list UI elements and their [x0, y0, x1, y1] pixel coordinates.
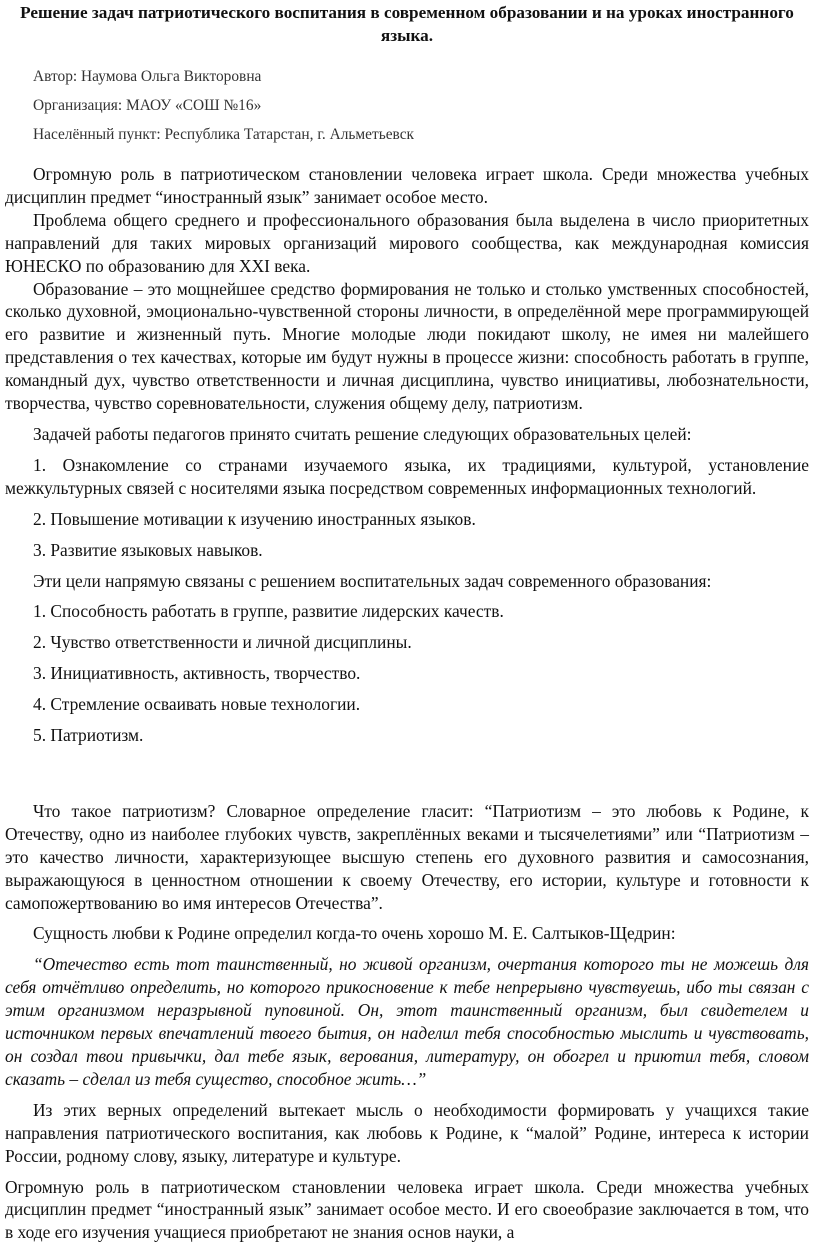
paragraph: Задачей работы педагогов принято считать решение следующих образовательных целей:	[33, 423, 692, 444]
list-item: 1. Способность работать в группе, развитие лидерских качеств.	[33, 601, 504, 622]
paragraph: Сущность любви к Родине определил когда-то очень хорошо М. Е. Салтыков-Щедрин:	[33, 923, 676, 944]
list-item: 3. Развитие языковых навыков.	[33, 539, 263, 560]
paragraph: Огромную роль в патриотическом становлении человека играет школа. Среди множества учебных дисциплин предмет “иностранный язык” занимает особое место.	[5, 164, 809, 207]
organization-line: Организация: МАОУ «СОШ №16»	[33, 97, 262, 114]
document-page	[0, 2, 816, 1243]
paragraph: Образование – это мощнейшее средство формирования не только и столько умственных способностей, сколько духовной, эмоционально-чувственной стороны личности, в определённой мере программирующей его развитие и жизненный путь. Многие молодые люди покидают школу, не имея ни малейшего представления о тех качествах, которые им будут нужны в процессе жизни: способность работать в группе, командный дух, чувство ответственности и личная дисциплина, чувство инициативы, любознательности, творчества, чувство соревновательности, служения общему делу, патриотизм.	[5, 278, 809, 414]
paragraph: Из этих верных определений вытекает мысль о необходимости формировать у учащихся такие направления патриотического воспитания, как любовь к Родине, к “малой” Родине, интереса к истории России, родному слову, языку, литературе и культуре.	[5, 1099, 809, 1166]
list-item: 2. Повышение мотивации к изучению иностранных языков.	[33, 508, 476, 529]
list-item: 4. Стремление осваивать новые технологии.	[33, 694, 361, 715]
list-item: 1. Ознакомление со странами изучаемого языка, их традициями, культурой, установление межкультурных связей с носителями языка посредством современных информационных технологий.	[5, 454, 809, 498]
paragraph: Огромную роль в патриотическом становлении человека играет школа. Среди множества учебных дисциплин предмет “иностранный язык” занимает особое место. И его своеобразие заключается в том, что в ходе его изучения учащиеся приобретают не знания основ науки, а	[5, 1176, 809, 1243]
list-item: 5. Патриотизм.	[33, 725, 144, 746]
list-item: 2. Чувство ответственности и личной дисциплины.	[33, 632, 412, 653]
list-item: 3. Инициативность, активность, творчество.	[33, 663, 361, 684]
quote: “Отечество есть тот таинственный, но живой организм, очертания которого ты не можешь для себя отчётливо определить, но которого прикосновение к тебе непрерывно чувствуешь, ибо ты связан с этим организмом неразрывной пуповиной. Он, этот таинственный организм, был свидетелем и источником первых впечатлений твоего бытия, он наделил тебя способностью мыслить и чувствовать, он создал твои привычки, дал тебе язык, верования, литературу, он обогрел и приютил тебя, словом сказать – сделал из тебя существо, способное жить…”	[5, 954, 809, 1089]
author-info	[5, 67, 809, 144]
author-line: Автор: Наумова Ольга Викторовна	[33, 68, 262, 85]
location-line: Населённый пункт: Республика Татарстан, г. Альметьевск	[33, 126, 415, 143]
paragraph: Проблема общего среднего и профессионального образования была выделена в число приоритетных направлений для таких мировых организаций мирового сообщества, как международная комиссия ЮНЕСКО по образованию для XXI века.	[5, 209, 809, 276]
document-title: Решение задач патриотического воспитания в современном образовании и на уроках иностранного языка.	[20, 3, 794, 45]
paragraph: Что такое патриотизм? Словарное определение гласит: “Патриотизм – это любовь к Родине, к Отечеству, одно из наиболее глубоких чувств, закреплённых веками и тысячелетиями” или “Патриотизм – это качество личности, характеризующее высшую степень его духовного развития и самосознания, выражающуюся в ценностном отношении к своему Отечеству, его истории, культуре и готовности к самопожертвованию во имя интересов Отечества”.	[5, 800, 809, 913]
paragraph: Эти цели напрямую связаны с решением воспитательных задач современного образования:	[33, 570, 712, 591]
document-body	[5, 163, 809, 1244]
